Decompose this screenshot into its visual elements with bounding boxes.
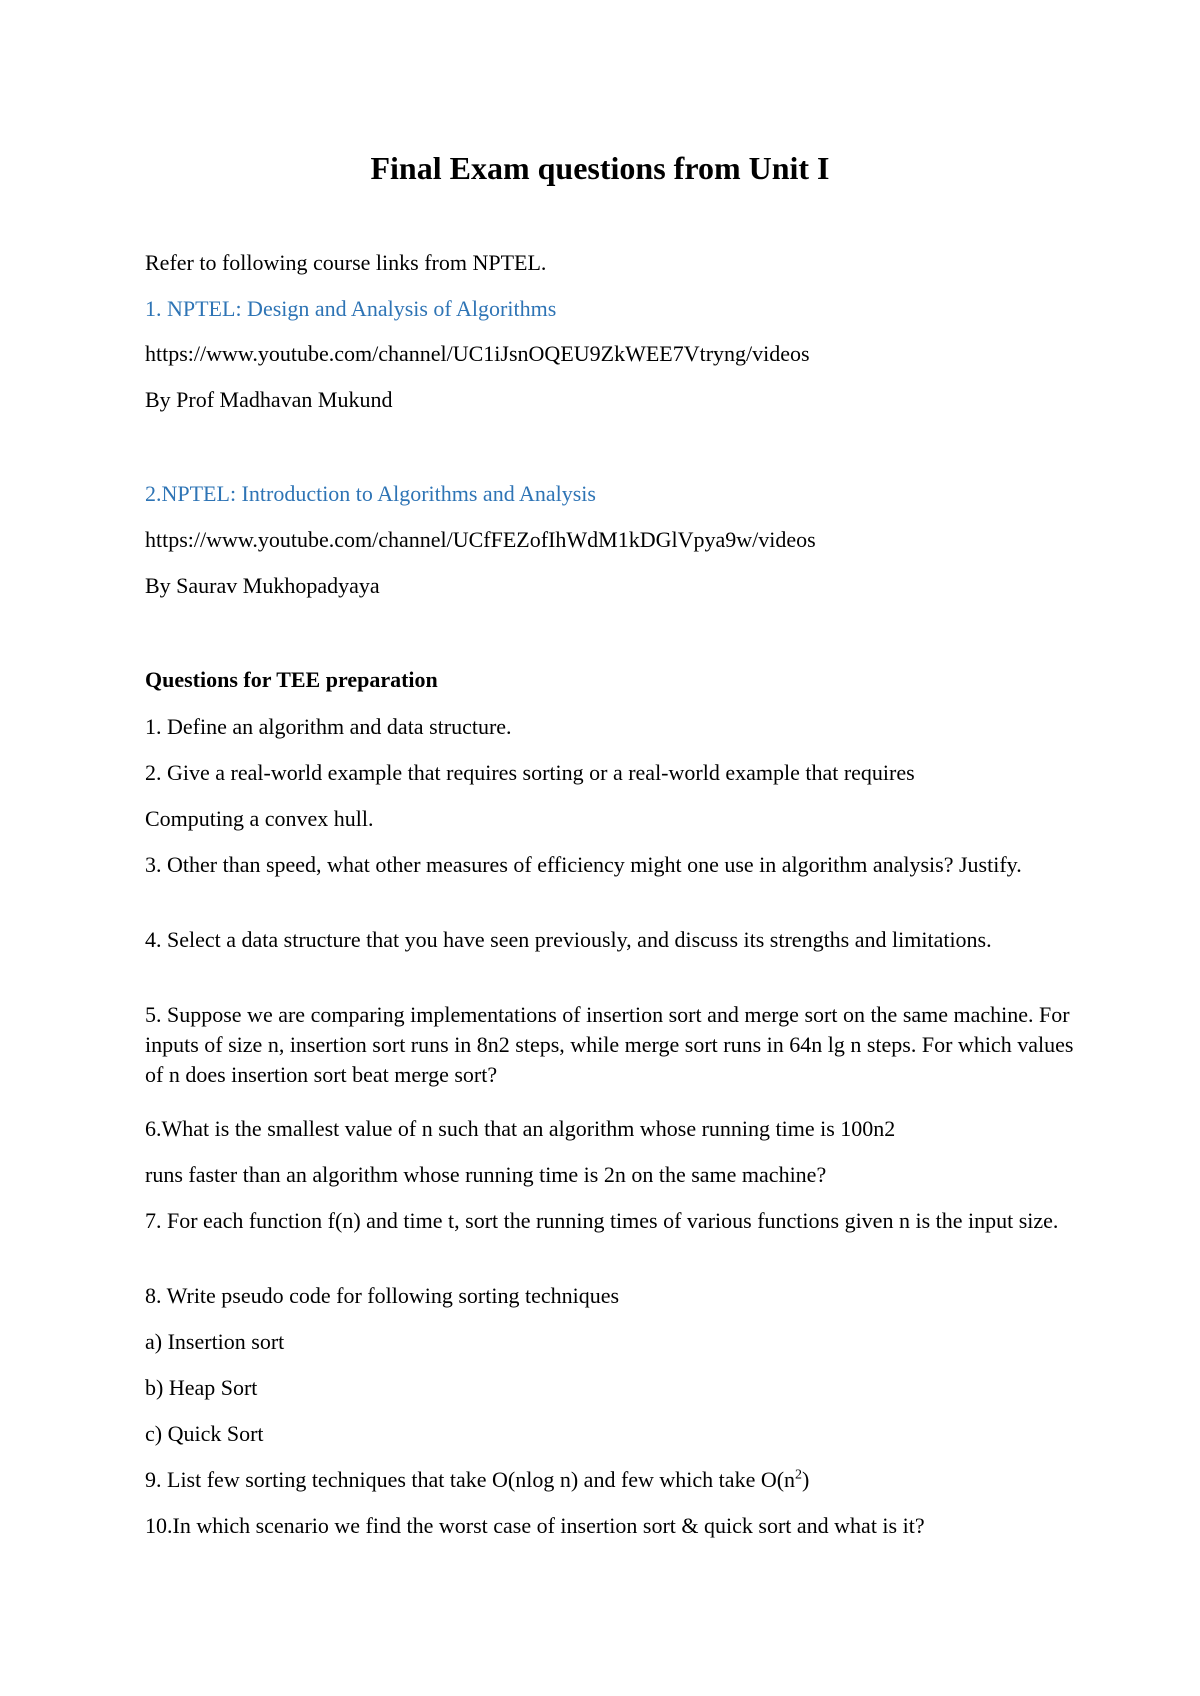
question-6-line-2: runs faster than an algorithm whose running time is 2n on the same machine? — [145, 1162, 827, 1187]
question-8-option-c: c) Quick Sort — [145, 1421, 264, 1446]
question-2-line-2: Computing a convex hull. — [145, 806, 374, 831]
question-2-line-1: 2. Give a real-world example that requires sorting or a real-world example that requires — [145, 760, 915, 785]
question-5: 5. Suppose we are comparing implementations of insertion sort and merge sort on the same machine. For inputs of size n, insertion sort runs in 8n2 steps, while merge sort runs in 64n lg n steps. For which values of n does insertion sort beat merge sort? — [145, 1002, 1074, 1087]
question-1: 1. Define an algorithm and data structure. — [145, 714, 512, 739]
course-author-2: By Saurav Mukhopadyaya — [145, 573, 380, 598]
course-link-1[interactable]: 1. NPTEL: Design and Analysis of Algorithms — [145, 296, 557, 321]
course-link-2[interactable]: 2.NPTEL: Introduction to Algorithms and Analysis — [145, 481, 596, 506]
question-9-text: 9. List few sorting techniques that take O(nlog n) and few which take O(n — [145, 1467, 796, 1492]
question-4: 4. Select a data structure that you have seen previously, and discuss its strengths and limitations. — [145, 927, 992, 952]
question-6-line-1: 6.What is the smallest value of n such that an algorithm whose running time is 100n2 — [145, 1116, 896, 1141]
intro-text: Refer to following course links from NPTEL. — [145, 250, 547, 275]
course-author-1: By Prof Madhavan Mukund — [145, 387, 393, 412]
question-3: 3. Other than speed, what other measures of efficiency might one use in algorithm analysis? Justify. — [145, 852, 1022, 877]
question-8-option-b: b) Heap Sort — [145, 1375, 258, 1400]
questions-heading: Questions for TEE preparation — [145, 667, 438, 692]
question-9 — [145, 1465, 1065, 1495]
course-url-2: https://www.youtube.com/channel/UCfFEZofIhWdM1kDGlVpya9w/videos — [145, 527, 816, 552]
question-9-end: ) — [802, 1467, 810, 1492]
question-8-option-a: a) Insertion sort — [145, 1329, 285, 1354]
question-7: 7. For each function f(n) and time t, sort the running times of various functions given n is the input size. — [145, 1208, 1059, 1233]
question-10: 10.In which scenario we find the worst case of insertion sort & quick sort and what is it? — [145, 1513, 925, 1538]
question-9-exponent: 2 — [795, 1467, 803, 1483]
page-title: Final Exam questions from Unit I — [370, 150, 830, 186]
question-8: 8. Write pseudo code for following sorting techniques — [145, 1283, 620, 1308]
course-url-1: https://www.youtube.com/channel/UC1iJsnOQEU9ZkWEE7Vtryng/videos — [145, 341, 810, 366]
